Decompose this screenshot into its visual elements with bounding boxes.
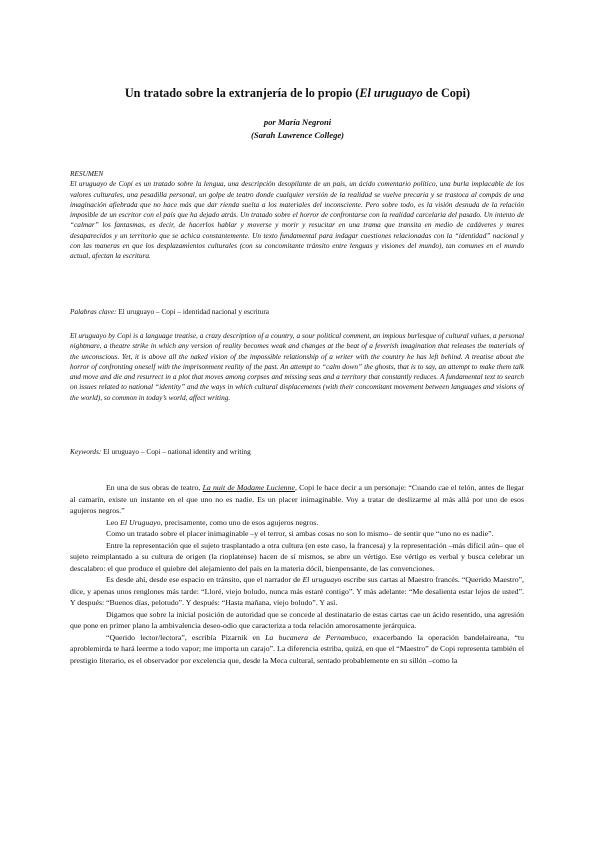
text-run: Leo: [106, 517, 121, 527]
title-emphasis: El uruguayo: [359, 86, 423, 100]
author-name: por María Negroni: [263, 117, 332, 127]
text-run: Es desde ahí, desde ese espacio en tránsito, que el narrador de: [106, 575, 303, 584]
resumen-block: [70, 169, 524, 262]
text-run: escribe sus cartas al Maestro francés. “Querido Maestro”, dice, y apenas unos renglones más tarde: “Lloré, viejo boludo, nunca más estaré contigo”. Y más adelante: “Me desalienta estar lejos de usted”. Y después: “Buenos días, pelotudo”. Y después: “Hasta mañana, viejo boludo”. Y así.: [70, 575, 524, 607]
text-run: “Querido lector/lectora”, escribía Pizarnik en: [106, 632, 266, 642]
keywords-label: Keywords:: [70, 447, 102, 456]
paragraph: Digamos que sobre la inicial posición de autoridad que se concede al destinatario de estas cartas cae un ácido resentido, una agresión que pone en primer plano la ambivalencia deseo-odio que caracteriza a toda relación amorosamente jerárquica.: [70, 609, 524, 630]
paragraph: [70, 574, 524, 609]
text-run: En una de sus obras de teatro,: [106, 483, 203, 492]
paragraph: [70, 632, 524, 667]
title-end: de Copi): [422, 86, 471, 100]
text-run: , Copi le hace decir a un personaje: “Cuando cae el telón, antes de llegar al camarín, existe un instante en el que uno no es nadie. Es un placer inimaginable. Voy a tratar de deslizarme al más allá por uno de esos agujeros negros.”: [70, 483, 524, 515]
text-run: , exacerbando la operación bandelaireana, “tu aproblemirda te hará leerme a todo vapor; me importa un carajo”. La diferencia estriba, quizá, en que el “Maestro” de Copi representa también el prestigio literario, es el observador por excelencia que, desde la Meca cultural, sentado probablemente en su sillón –como la: [70, 632, 524, 665]
work-title: La bucanera de Pernambuco: [265, 632, 366, 642]
abstract-english: El uruguayo by Copi is a language treatise, a crazy description of a country, a sour political comment, an impious burlesque of cultural values, a personal nightmare, a theatre strike in which any version of reality becomes weak and changes at the beat of a feverish imagination that releases the materials of the unconscious. Yet, it is above all the naked vision of the impossible relationship of a writer with the country he has left behind. A treatise about the horror of confronting oneself with the imprisonment reality of the past. An attempt to “calm down” the ghosts, that is to say, an attempt to make them talk and move and die and resurrect in a plot that moves among corpses and missing seas and a territory that constantly reduces. A fundamental text to search on issues related to national “identity” and the ways in which cultural displacements (with their concomitant movement between languages and visions of the world), so common in today’s world, affect writing.: [70, 331, 524, 402]
author-affiliation: (Sarah Lawrence College): [250, 130, 345, 140]
resumen-text: El uruguayo de Copi es un tratado sobre la lengua, una descripción desopilante de un país, un ácido comentario político, una burla implacable de los valores culturales, una pesadilla personal, un golpe de teatro donde cualquier versión de la realidad se vuelve precaria y se trastoca al compás de una imaginación afiebrada que no hace más que dar rienda suelta a los materiales del inconsciente. Pero sobre todo, es la visión desnuda de la relación imposible de un escritor con el país que ha dejado atrás. Un tratado sobre el horror de confrontarse con la realidad carcelaria del pasado. Un intento de “calmar” los fantasmas, es decir, de hacerlos hablar y moverse y morir y resucitar en una trama que transita en medio de cadáveres y mares desaparecidos y un territorio que se achica constantemente. Un texto fundamental para indagar cuestiones relacionadas con la “identidad” nacional y con las maneras en que los desplazamientos culturales (con su concomitante tránsito entre lenguas y visiones del mundo), tan comunes en el mundo actual, afectan la escritura.: [70, 179, 524, 261]
palabras-clave: [70, 307, 524, 317]
palabras-label: Palabras clave:: [70, 307, 117, 316]
paper-title: [40, 86, 555, 101]
work-title: El uruguayo: [302, 575, 342, 584]
title-main: Un tratado sobre la extranjería de lo propio (: [124, 86, 360, 100]
paragraph: [70, 517, 524, 529]
keywords-text: El uruguayo – Copi – national identity and writing: [101, 447, 251, 456]
work-title: La nuit de Madame Lucienne: [202, 483, 295, 492]
keywords: [70, 447, 524, 457]
paragraph: Entre la representación que el sujeto trasplantado a otra cultura (en este caso, la francesa) y la representación –más difícil aún– que el sujeto reimplantado a su cultura de origen (la rioplatense) hacen de sí mismos, se abre un vértigo. Ese vértigo es verbal y busca celebrar un descalabro: el que produce el quiebre del alejamiento del país en la materia dócil, bienpensante, de las convenciones.: [70, 540, 524, 573]
work-title: El Uruguayo: [120, 517, 161, 527]
author-block: [40, 116, 555, 142]
body-text: [70, 482, 524, 666]
paragraph: Como un tratado sobre el placer inimaginable –y el terror, si ambas cosas no son lo mismo– de sentir que “uno no es nadie”.: [106, 529, 494, 538]
paragraph: [70, 482, 524, 517]
palabras-text: El uruguayo – Copi – identidad nacional y escritura: [116, 307, 269, 316]
text-run: , precisamente, como uno de esos agujeros negros.: [160, 517, 319, 527]
resumen-heading: RESUMEN: [70, 169, 104, 178]
